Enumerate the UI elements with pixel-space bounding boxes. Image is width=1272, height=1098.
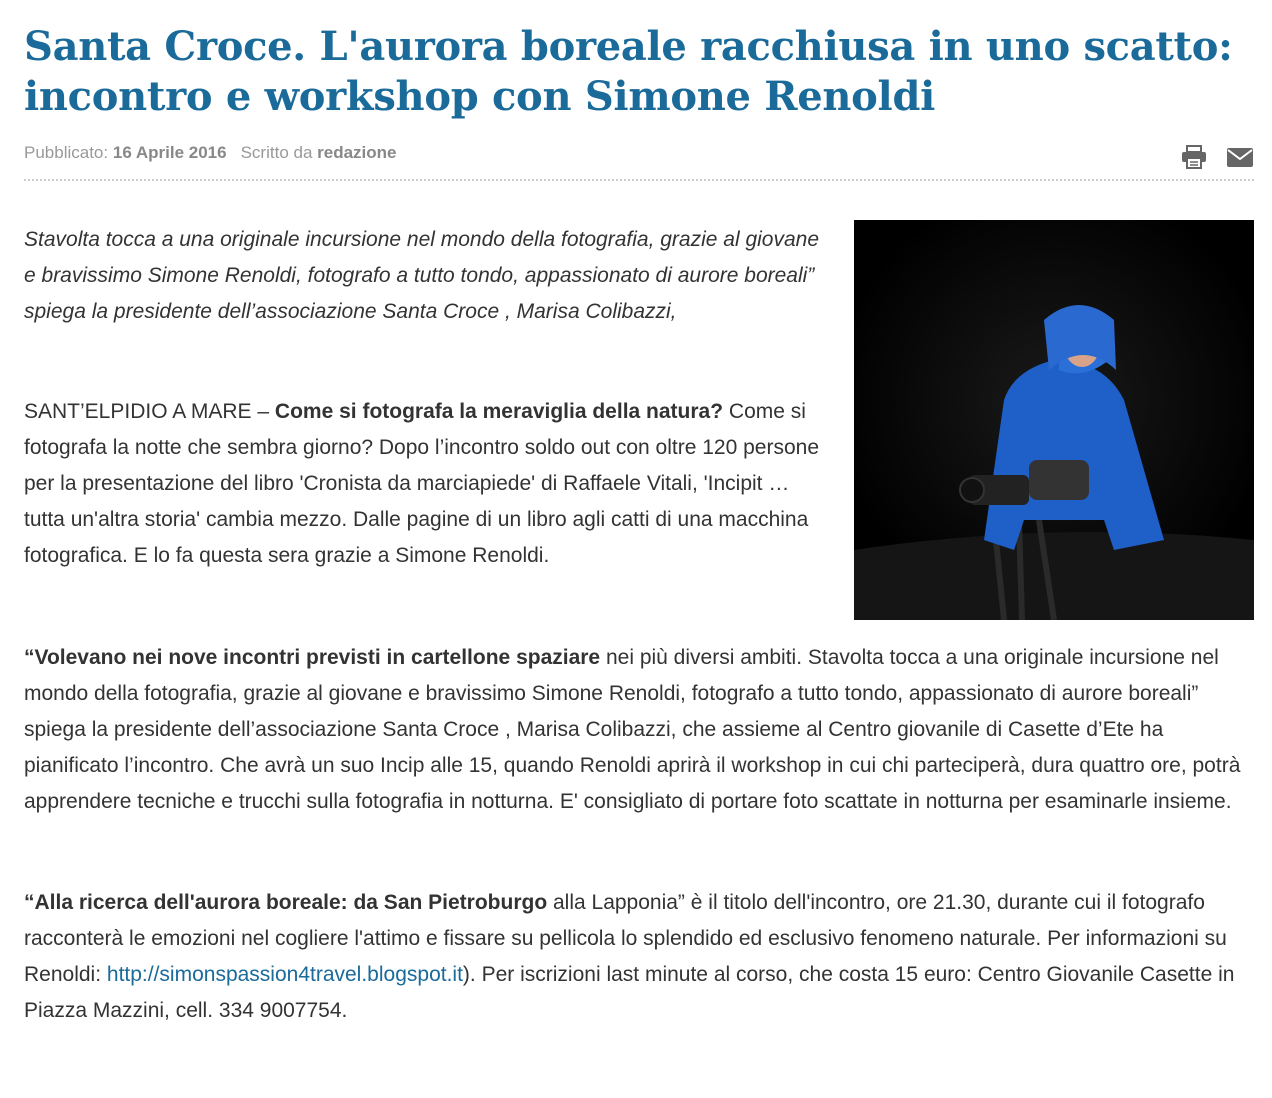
article-lead: Stavolta tocca a una originale incursione nel mondo della fotografia, grazie al giovane e bravissimo Simone Renoldi, fotografo a tutto tondo, appassionato di aurore boreali” spiega la presidente dell’associazione Santa Croce , Marisa Colibazzi, xyxy=(24,228,820,323)
paragraph-3 xyxy=(24,885,1254,1029)
paragraph-1 xyxy=(24,394,824,574)
paragraph-1-bold: Come si fotografa la meraviglia della natura? xyxy=(274,400,724,423)
paragraph-3-bold: “Alla ricerca dell'aurora boreale: da San Pietroburgo xyxy=(24,891,548,914)
paragraph-1-rest: Come si fotografa la notte che sembra giorno? Dopo l’incontro soldo out con oltre 120 persone per la presentazione del libro 'Cronista da marciapiede' di Raffaele Vitali, 'Incipit … tutta un'altra storia' cambia mezzo. Dalle pagine di un libro agli catti di una macchina fotografica. E lo fa questa sera grazie a Simone Renoldi. xyxy=(24,400,820,567)
article-title: Santa Croce. L'aurora boreale racchiusa in uno scatto: incontro e workshop con Simone Renoldi xyxy=(24,23,1233,120)
paragraph-2-bold: “Volevano nei nove incontri previsti in cartellone spaziare xyxy=(24,646,601,669)
print-icon[interactable] xyxy=(1180,145,1208,169)
paragraph-2 xyxy=(24,640,1254,820)
article-actions xyxy=(1180,145,1254,169)
paragraph-3-end: ). Per iscrizioni last minute al corso, che costa 15 euro: Centro Giovanile Casette in Piazza Mazzini, cell. 334 9007754. xyxy=(24,963,1235,1022)
published-date: 16 Aprile 2016 xyxy=(112,143,227,162)
article-photo xyxy=(854,220,1254,620)
renoldi-blog-link[interactable]: http://simonspassion4travel.blogspot.it xyxy=(106,963,463,986)
published-label: Pubblicato: xyxy=(24,143,109,162)
paragraph-1-start: SANT’ELPIDIO A MARE – xyxy=(24,400,275,423)
paragraph-2-rest: nei più diversi ambiti. Stavolta tocca a una originale incursione nel mondo della fotografia, grazie al giovane e bravissimo Simone Renoldi, fotografo a tutto tondo, appassionato di aurore boreali” spiega la presidente dell’associazione Santa Croce , Marisa Colibazzi, che assieme al Centro giovanile di Casette d’Ete ha pianificato l’incontro. Che avrà un suo Incip alle 15, quando Renoldi aprirà il workshop in cui chi parteciperà, dura quattro ore, potrà apprendere tecniche e trucchi sulla fotografia in notturna. E' consigliato di portare foto scattate in notturna per esaminarle insieme. xyxy=(24,646,1241,813)
photographer-illustration xyxy=(854,220,1254,620)
article-meta xyxy=(24,141,1254,181)
meta-text xyxy=(24,143,397,163)
author-label: Scritto da xyxy=(240,143,313,162)
paragraph-3-middle: alla Lapponia” è il titolo dell'incontro, ore 21.30, durante cui il fotografo racconterà le emozioni nel cogliere l'attimo e fissare su pellicola lo splendido ed esclusivo fenomeno naturale. Per informazioni su Renoldi: xyxy=(24,891,1227,986)
author-name: redazione xyxy=(317,143,397,162)
email-icon[interactable] xyxy=(1226,145,1254,169)
